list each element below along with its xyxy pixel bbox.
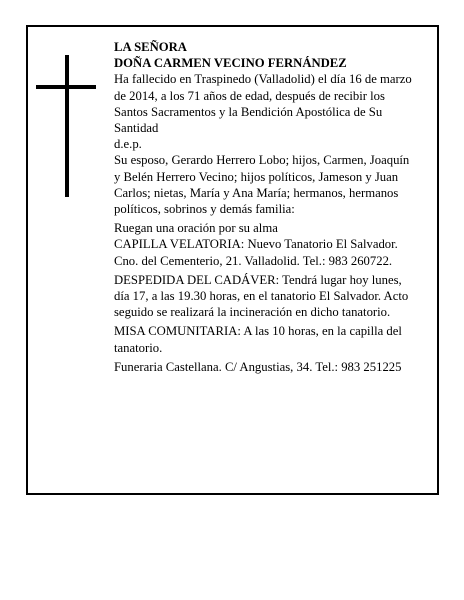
rip-abbreviation: d.e.p.	[114, 137, 142, 152]
mass-information: MISA COMUNITARIA: A las 10 horas, en la capilla del tanatorio.	[114, 324, 402, 355]
prayer-request: Ruegan una oración por su alma	[114, 221, 278, 236]
cross-vertical-bar	[65, 55, 69, 197]
cross-horizontal-bar	[36, 85, 96, 89]
farewell-information: DESPEDIDA DEL CADÁVER: Tendrá lugar hoy lunes, día 17, a las 19.30 horas, en el tanatorio El Salvador. Acto seguido se realizará la incineración en dicho tanatorio.	[114, 272, 409, 320]
wake-information: CAPILLA VELATORIA: Nuevo Tanatorio El Salvador. Cno. del Cementerio, 21. Valladolid. Tel.: 983 260722.	[114, 237, 398, 268]
death-announcement: Ha fallecido en Traspinedo (Valladolid) el día 16 de marzo de 2014, a los 71 años de edad, después de recibir los Santos Sacramentos y la Bendición Apostólica de Su Santidad	[114, 72, 412, 136]
notice-title: LA SEÑORA	[114, 40, 187, 54]
family-members: Su esposo, Gerardo Herrero Lobo; hijos, Carmen, Joaquín y Belén Herrero Vecino; hijos políticos, Jameson y Juan Carlos; nietas, María y Ana María; hermanos, hermanos políticos, sobrinos y demás familia:	[114, 153, 410, 217]
cross-icon	[36, 55, 96, 197]
deceased-name: DOÑA CARMEN VECINO FERNÁNDEZ	[114, 56, 347, 71]
funeral-home-information: Funeraria Castellana. C/ Angustias, 34. Tel.: 983 251225	[114, 359, 402, 374]
obituary-text-block	[114, 39, 414, 375]
